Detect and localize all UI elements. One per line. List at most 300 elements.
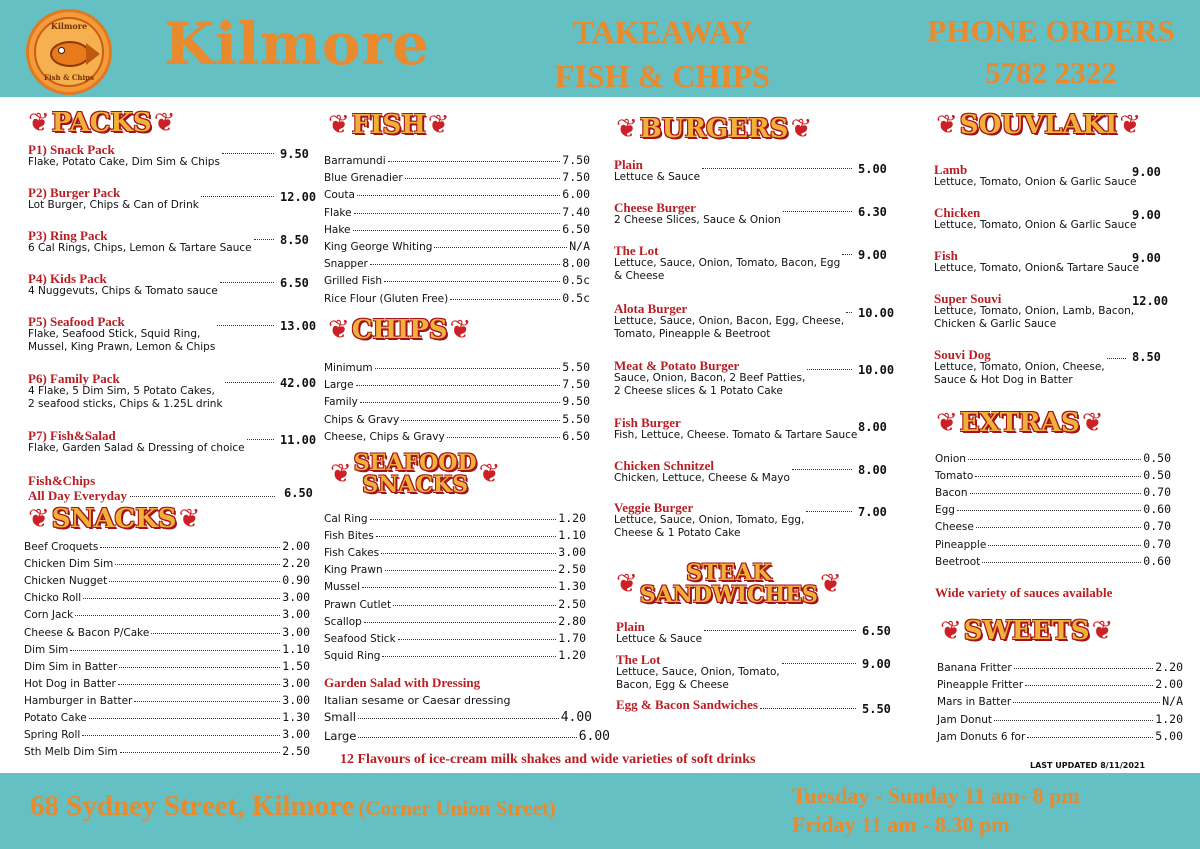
extras-row [935,468,1171,482]
burgers-item-desc: Chicken, Lettuce, Cheese & Mayo [614,472,790,484]
snacks-row-price: 1.10 [282,641,310,656]
seafood-row-price: 1.20 [558,647,586,662]
snacks-row-price: 3.00 [282,607,310,622]
steak-item-price: 6.50 [862,624,891,638]
logo-top-text: Kilmore [50,21,88,31]
souvlaki-item-desc: Lettuce, Tomato, Onion, Cheese, [934,361,1105,373]
extras-row [935,554,1171,568]
leader [401,420,560,421]
fish-row-price: 6.00 [562,187,590,202]
chips-row-name: Cheese, Chips & Gravy [324,430,445,443]
seafood-row [324,579,586,593]
heading-fish: ❦ FISH ❦ [328,110,450,140]
souvlaki-item-desc: Lettuce, Tomato, Onion & Garlic Sauce [934,176,1137,188]
extras-row [935,485,1171,499]
steak-item-name: The Lot [616,652,661,667]
leader [382,656,556,657]
packs-item-name: P5) Seafood Pack [28,314,125,329]
fish-row-price: 6.50 [562,221,590,236]
burgers-item-price: 8.00 [858,463,887,477]
sweets-row [937,694,1183,708]
burgers-item-name: Alota Burger [614,301,688,316]
leader [968,459,1141,460]
snacks-row [24,539,310,553]
burgers-item-desc: 2 Cheese slices & 1 Potato Cake [614,385,783,397]
leader [381,553,556,554]
fish-row-name: Grilled Fish [324,275,382,288]
leader [370,264,560,265]
extras-row-price: 0.60 [1143,502,1171,517]
souvlaki-item [934,292,1134,331]
fish-row-price: N/A [569,239,590,253]
phone-label: PHONE ORDERS [927,13,1175,48]
burgers-item-name: Chicken Schnitzel [614,458,715,473]
leader [217,325,274,326]
souvlaki-item-price: 9.00 [1132,165,1161,179]
extras-row [935,502,1171,516]
souvlaki-item-name: Lamb [934,162,968,177]
leader [385,570,557,571]
swirl-icon: ❦ [819,569,842,599]
snacks-row-price: 0.90 [282,573,310,588]
heading-burgers: ❦ BURGERS ❦ [616,114,813,144]
extras-row-price: 0.60 [1143,553,1171,568]
snacks-row-name: Dim Sim in Batter [24,660,118,673]
packs-item-desc: Flake, Garden Salad & Dressing of choice [28,442,245,454]
seafood-row-name: Mussel [324,581,361,594]
fish-row [324,256,590,270]
seafood-row [324,545,586,559]
swirl-icon: ❦ [328,315,350,345]
snacks-row-name: Dim Sim [24,643,69,656]
leader [994,720,1153,721]
packs-item-desc: Flake, Potato Cake, Dim Sim & Chips [28,156,220,168]
burgers-item-price: 10.00 [858,306,895,320]
packs-item [28,143,220,169]
sweets-row-name: Mars in Batter [937,696,1012,709]
swirl-icon: ❦ [1081,408,1104,438]
seafood-row [324,631,586,645]
burgers-item-name: Plain [614,157,643,172]
leader [254,239,274,240]
fish-row [324,205,590,219]
souvlaki-item-name: Fish [934,248,958,263]
extras-row-price: 0.50 [1143,468,1171,483]
burgers-item-price: 10.00 [858,363,895,377]
leader [388,161,561,162]
packs-item-name: P2) Burger Pack [28,185,121,200]
packs-item-desc: Mussel, King Prawn, Lemon & Chips [28,341,216,353]
salad-title: Garden Salad with Dressing [324,675,481,690]
leader [792,469,852,470]
heading-snacks: ❦ SNACKS ❦ [28,504,201,534]
address-sub: (Corner Union Street) [358,796,556,820]
last-updated: LAST UPDATED 8/11/2021 [1030,761,1146,770]
extras-row-price: 0.70 [1143,485,1171,500]
fish-row-name: Couta [324,189,355,202]
leader [398,639,557,640]
souvlaki-item-price: 9.00 [1132,251,1161,265]
snacks-row [24,727,310,741]
swirl-icon: ❦ [616,114,638,144]
seafood-row-price: 1.70 [558,630,586,645]
fish-row [324,222,590,236]
packs-item-price: 6.50 [280,276,309,290]
seafood-row [324,648,586,662]
leader [357,195,560,196]
leader [1025,685,1153,686]
burgers-item-desc: Lettuce, Sauce, Onion, Tomato, Bacon, Egg [614,257,841,269]
swirl-icon: ❦ [427,110,450,140]
burgers-item-name: Veggie Burger [614,500,694,515]
snacks-row-price: 2.50 [282,744,310,759]
packs-item-desc: Flake, Seafood Stick, Squid Ring, [28,328,201,340]
sauces-note: Wide variety of sauces available [935,585,1113,600]
seafood-row-price: 1.20 [558,511,586,525]
steak-item-price: 5.50 [862,702,891,716]
sweets-row-name: Jam Donuts 6 for [937,730,1026,743]
fish-row-name: Rice Flour (Gluten Free) [324,292,449,305]
phone-number[interactable]: 5782 2322 [985,55,1117,90]
sweets-row-price: 2.00 [1155,677,1183,692]
chips-row-price: 5.50 [562,360,590,374]
snacks-row [24,625,310,639]
snacks-row [24,659,310,673]
burgers-item-name: The Lot [614,243,659,258]
extras-row-price: 0.70 [1143,519,1171,534]
sweets-row [937,677,1183,691]
leader [201,196,274,197]
fish-icon [34,17,104,87]
packs-item-desc: 4 Nuggevuts, Chips & Tomato sauce [28,285,218,297]
leader [450,299,560,300]
seafood-row-price: 1.30 [558,579,586,594]
snacks-row-price: 2.20 [282,556,310,571]
seafood-row-name: Fish Cakes [324,547,380,560]
steak-item [616,653,780,692]
sweets-row [937,712,1183,726]
leader [704,630,856,631]
shakes-note: 12 Flavours of ice-cream milk shakes and wide varieties of soft drinks [340,752,756,767]
steak-item-desc: Bacon, Egg & Cheese [616,679,729,691]
leader [376,536,556,537]
chips-row-name: Chips & Gravy [324,413,400,426]
burgers-item-name: Fish Burger [614,415,681,430]
souvlaki-item-price: 9.00 [1132,208,1161,222]
leader [702,168,852,169]
leader [109,581,280,582]
sweets-row-price: 2.20 [1155,660,1183,674]
packs-item-price: 8.50 [280,233,309,247]
burgers-item-desc: Cheese & 1 Potato Cake [614,527,741,539]
swirl-icon: ❦ [936,110,958,140]
burgers-item [614,416,857,442]
swirl-icon: ❦ [478,459,501,489]
fish-row-price: 7.50 [562,153,590,167]
leader [364,622,557,623]
salad-small-row: Small 4.00 [324,710,592,725]
swirl-icon: ❦ [178,504,201,534]
leader [120,752,281,753]
snacks-row-name: Corn Jack [24,609,74,622]
leader [75,615,280,616]
burgers-item-desc: Lettuce & Sauce [614,171,701,183]
fish-row [324,153,590,167]
seafood-row-name: Seafood Stick [324,632,396,645]
address [30,790,556,823]
extras-row-name: Beetroot [935,555,981,568]
seafood-row [324,562,586,576]
swirl-icon: ❦ [616,569,638,599]
snacks-row [24,556,310,570]
packs-item-name: P6) Family Pack [28,371,120,386]
leader [957,510,1141,511]
packs-item-desc: Lot Burger, Chips & Can of Drink [28,199,199,211]
packs-item [28,372,223,411]
seafood-row-price: 2.80 [558,613,586,628]
snacks-row-name: Cheese & Bacon P/Cake [24,626,150,639]
fish-row [324,170,590,184]
souvlaki-item [934,163,1136,189]
swirl-icon: ❦ [936,408,958,438]
heading-chips: ❦ CHIPS ❦ [328,315,472,345]
heading-steak-sandwiches: ❦ STEAK SANDWICHES ❦ [616,560,842,608]
seafood-row [324,597,586,611]
fish-row [324,187,590,201]
packs-item-price: 42.00 [280,376,317,390]
swirl-icon: ❦ [449,315,472,345]
leader [115,564,280,565]
seafood-row-name: King Prawn [324,564,383,577]
leader [118,684,280,685]
swirl-icon: ❦ [328,110,350,140]
packs-item [28,315,215,354]
leader [151,633,280,634]
snacks-row-price: 3.00 [282,727,310,742]
packs-item [28,429,245,455]
packs-item-name: P4) Kids Pack [28,271,107,286]
fish-chips-note: Fish&Chips All Day Everyday [28,473,127,503]
packs-item-desc: 4 Flake, 5 Dim Sim, 5 Potato Cakes, [28,385,215,397]
seafood-row-price: 3.00 [558,545,586,560]
leader [782,663,856,664]
snacks-row-name: Hamburger in Batter [24,694,133,707]
leader [130,496,275,497]
fish-row [324,273,590,287]
packs-item [28,186,199,212]
extras-row-name: Egg [935,504,955,517]
steak-item-name: Egg & Bacon Sandwiches [616,697,758,712]
chips-row-price: 6.50 [562,428,590,443]
souvlaki-item-price: 12.00 [1132,294,1169,308]
extras-row-name: Pineapple [935,538,987,551]
leader [362,587,556,588]
address-main: 68 Sydney Street, Kilmore [30,790,355,822]
snacks-row [24,590,310,604]
snacks-row-price: 3.00 [282,590,310,605]
fish-row-price: 8.00 [562,256,590,271]
fish-row [324,291,590,305]
snacks-row-name: Chicken Dim Sim [24,558,114,571]
burgers-item-desc: Lettuce, Sauce, Onion, Bacon, Egg, Cheese, [614,315,845,327]
snacks-row-name: Beef Croquets [24,541,99,553]
packs-item-price: 9.50 [280,147,309,161]
packs-item-price: 13.00 [280,319,317,333]
leader [384,281,560,282]
souvlaki-item [934,206,1136,232]
leader [370,519,557,520]
fish-chips-price: 6.50 [284,486,313,500]
snacks-row [24,693,310,707]
packs-item-name: P1) Snack Pack [28,142,115,157]
sweets-row [937,660,1183,674]
burgers-item-price: 7.00 [858,505,887,519]
takeaway-title [520,10,805,98]
swirl-icon: ❦ [1119,110,1142,140]
souvlaki-item-price: 8.50 [1132,350,1161,364]
heading-seafood-snacks: ❦ SEAFOOD SNACKS ❦ [330,450,501,498]
fish-row-name: King George Whiting [324,241,433,253]
snacks-row-price: 1.50 [282,658,310,673]
burgers-item-price: 8.00 [858,420,887,434]
chips-row [324,429,590,443]
seafood-row-name: Fish Bites [324,530,374,543]
snacks-row-name: Sth Melb Dim Sim [24,746,118,759]
leader [360,402,561,403]
seafood-row [324,528,586,542]
burgers-item-desc: & Cheese [614,270,665,282]
swirl-icon: ❦ [1091,616,1114,646]
swirl-icon: ❦ [330,459,352,489]
chips-row-name: Large [324,379,354,392]
souvlaki-item-name: Super Souvi [934,291,1002,306]
snacks-row-name: Potato Cake [24,712,87,724]
steak-item-name: Plain [616,619,645,634]
packs-item [28,272,218,298]
snacks-row [24,710,310,724]
leader [89,718,281,719]
swirl-icon: ❦ [940,616,962,646]
burgers-item-desc: Sauce, Onion, Bacon, 2 Beef Patties, [614,372,806,384]
leader [1014,668,1154,669]
burgers-item [614,459,790,485]
snacks-row-name: Chicken Nugget [24,575,108,588]
snacks-row [24,642,310,656]
logo-bottom-text: Fish & Chips [43,73,94,82]
heading-souvlaki: ❦ SOUVLAKI ❦ [936,110,1142,140]
seafood-row-name: Squid Ring [324,649,381,662]
sweets-row-name: Jam Donut [937,713,993,726]
packs-item-desc: 2 seafood sticks, Chips & 1.25L drink [28,398,223,410]
fish-row-price: 0.5c [562,273,590,288]
takeaway-line1: TAKEAWAY [572,14,753,50]
swirl-icon: ❦ [28,108,50,138]
fish-row-name: Blue Grenadier [324,172,403,185]
burgers-item-desc: Tomato, Pineapple & Beetroot [614,328,771,340]
packs-item [28,229,252,255]
fish-row-name: Barramundi [324,155,386,167]
heading-packs: ❦ PACKS ❦ [28,108,176,138]
leader [225,382,274,383]
leader [447,437,561,438]
steak-item [616,698,758,711]
extras-row-name: Onion [935,453,966,465]
extras-row-name: Tomato [935,470,974,483]
hours-line1: Tuesday - Sunday 11 am- 8 pm [792,783,1080,808]
burgers-item-desc: Lettuce, Sauce, Onion, Tomato, Egg, [614,514,805,526]
leader [375,368,561,369]
leader [134,701,280,702]
steak-item [616,620,702,646]
logo [26,9,112,95]
hours-line2: Friday 11 am - 8.30 pm [792,812,1010,837]
sweets-row-price: N/A [1162,694,1183,709]
souvlaki-item [934,249,1139,275]
burgers-item [614,359,805,398]
leader [405,178,561,179]
seafood-row-name: Scallop [324,615,362,628]
burgers-item [614,244,840,283]
fish-row-price: 7.40 [562,204,590,219]
fish-row-price: 0.5c [562,290,590,305]
burgers-item-price: 5.00 [858,162,887,176]
extras-row-name: Bacon [935,487,968,500]
seafood-row-price: 2.50 [558,596,586,611]
fish-row-name: Flake [324,206,352,219]
leader [975,476,1141,477]
leader [846,312,852,313]
packs-item-name: P3) Ring Pack [28,228,108,243]
burgers-item-price: 6.30 [858,205,887,219]
leader [354,213,561,214]
fish-row-name: Snapper [324,258,368,271]
leader [976,527,1141,528]
souvlaki-item-name: Chicken [934,205,981,220]
snacks-row-name: Hot Dog in Batter [24,677,116,690]
souvlaki-item [934,348,1105,387]
seafood-row-name: Prawn Cutlet [324,598,392,611]
leader [842,254,852,255]
leader [70,650,280,651]
fish-row-price: 7.50 [562,170,590,185]
steak-item-desc: Lettuce, Sauce, Onion, Tomato, [616,666,780,678]
steak-item-price: 9.00 [862,657,891,671]
extras-row-price: 0.70 [1143,536,1171,551]
extras-row [935,451,1171,465]
burgers-item [614,302,844,341]
leader [1027,737,1153,738]
phone-orders [910,10,1192,94]
chips-row-price: 5.50 [562,411,590,426]
souvlaki-item-desc: Sauce & Hot Dog in Batter [934,374,1073,386]
leader [353,230,561,231]
leader [970,493,1142,494]
leader [1107,358,1126,359]
chips-row-price: 7.50 [562,377,590,392]
souvlaki-item-desc: Lettuce, Tomato, Onion & Garlic Sauce [934,219,1137,231]
fish-row-name: Hake [324,223,351,236]
snacks-row-price: 1.30 [282,710,310,724]
extras-row [935,537,1171,551]
swirl-icon: ❦ [28,504,50,534]
brand-title: Kilmore [164,10,430,78]
seafood-row-price: 1.10 [558,528,586,543]
extras-row [935,519,1171,533]
packs-item-desc: 6 Cal Rings, Chips, Lemon & Tartare Sauce [28,242,252,254]
sweets-row-price: 1.20 [1155,711,1183,726]
seafood-row [324,614,586,628]
leader [119,667,280,668]
